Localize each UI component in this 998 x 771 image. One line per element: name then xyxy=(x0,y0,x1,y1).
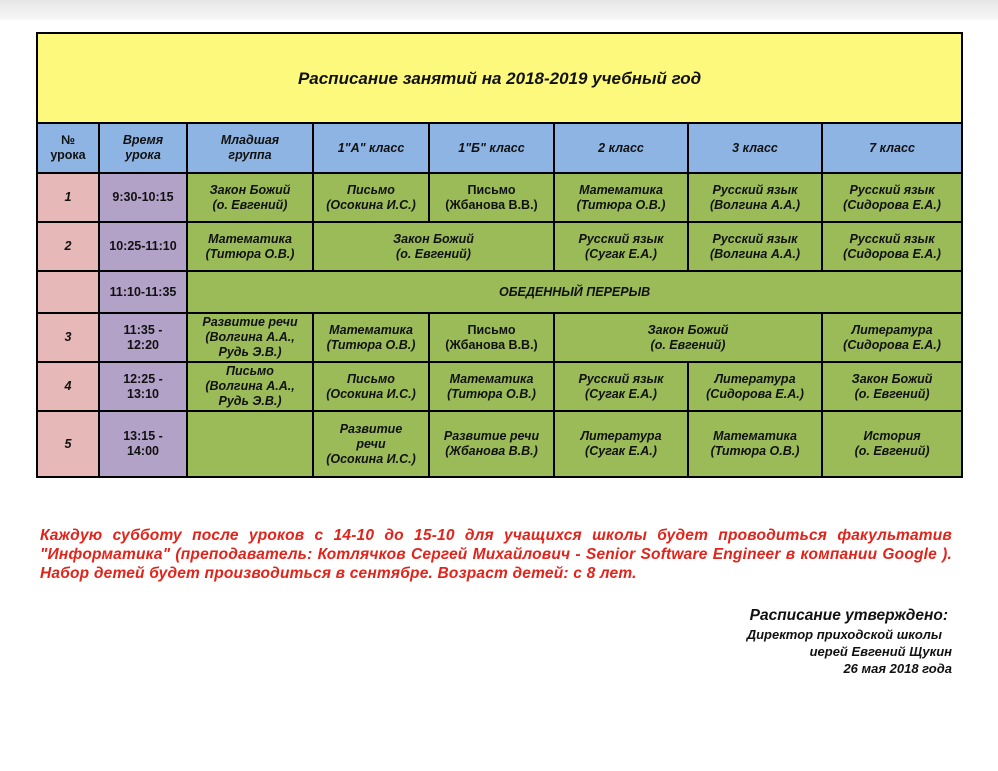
header-lesson-number: № урока xyxy=(37,123,99,173)
lunch-time: 11:10-11:35 xyxy=(99,271,187,313)
approval-name: иерей Евгений Щукин xyxy=(809,644,952,659)
cell-1a-1b-merged: Закон Божий (о. Евгений) xyxy=(313,222,554,271)
cell-7: Литература (Сидорова Е.А.) xyxy=(822,313,962,362)
cell-7: Закон Божий (о. Евгений) xyxy=(822,362,962,411)
table-row xyxy=(37,411,962,477)
cell-7: Русский язык (Сидорова Е.А.) xyxy=(822,222,962,271)
top-bar xyxy=(0,0,998,20)
lesson-time: 9:30-10:15 xyxy=(99,173,187,222)
cell-2-3-merged: Закон Божий (о. Евгений) xyxy=(554,313,822,362)
lesson-time: 10:25-11:10 xyxy=(99,222,187,271)
cell-1b: Развитие речи (Жбанова В.В.) xyxy=(429,411,554,477)
lesson-time: 11:35 - 12:20 xyxy=(99,313,187,362)
cell-junior: Закон Божий (о. Евгений) xyxy=(187,173,313,222)
lesson-number: 2 xyxy=(37,222,99,271)
cell-junior: Письмо (Волгина А.А., Рудь Э.В.) xyxy=(187,362,313,411)
approval-position: Директор приходской школы xyxy=(746,627,942,642)
lesson-number-empty xyxy=(37,271,99,313)
cell-junior: Развитие речи (Волгина А.А., Рудь Э.В.) xyxy=(187,313,313,362)
cell-2: Математика (Титюра О.В.) xyxy=(554,173,688,222)
lunch-break-label: ОБЕДЕННЫЙ ПЕРЕРЫВ xyxy=(187,271,962,313)
header-class-2: 2 класс xyxy=(554,123,688,173)
title-row xyxy=(37,33,962,123)
approval-block xyxy=(747,606,952,677)
header-class-1a: 1"А" класс xyxy=(313,123,429,173)
header-class-1b: 1"Б" класс xyxy=(429,123,554,173)
header-class-3: 3 класс xyxy=(688,123,822,173)
approval-heading: Расписание утверждено: xyxy=(749,607,948,624)
cell-3: Русский язык (Волгина А.А.) xyxy=(688,222,822,271)
cell-1b: Письмо (Жбанова В.В.) xyxy=(429,173,554,222)
cell-1b: Математика (Титюра О.В.) xyxy=(429,362,554,411)
lesson-time: 13:15 - 14:00 xyxy=(99,411,187,477)
cell-1a: Математика (Титюра О.В.) xyxy=(313,313,429,362)
lesson-number: 4 xyxy=(37,362,99,411)
header-junior-group: Младшая группа xyxy=(187,123,313,173)
cell-7: Русский язык (Сидорова Е.А.) xyxy=(822,173,962,222)
cell-1a: Письмо (Осокина И.С.) xyxy=(313,362,429,411)
table-row xyxy=(37,173,962,222)
cell-3: Русский язык (Волгина А.А.) xyxy=(688,173,822,222)
cell-1a: Письмо (Осокина И.С.) xyxy=(313,173,429,222)
header-row xyxy=(37,123,962,173)
schedule-title: Расписание занятий на 2018-2019 учебный год xyxy=(37,33,962,123)
cell-2: Русский язык (Сугак Е.А.) xyxy=(554,362,688,411)
cell-2: Русский язык (Сугак Е.А.) xyxy=(554,222,688,271)
cell-junior-empty xyxy=(187,411,313,477)
cell-2: Литература (Сугак Е.А.) xyxy=(554,411,688,477)
lesson-number: 1 xyxy=(37,173,99,222)
table-row xyxy=(37,362,962,411)
cell-7: История (о. Евгений) xyxy=(822,411,962,477)
approval-date: 26 мая 2018 года xyxy=(843,661,952,676)
schedule-table xyxy=(36,32,963,478)
cell-3: Математика (Титюра О.В.) xyxy=(688,411,822,477)
cell-3: Литература (Сидорова Е.А.) xyxy=(688,362,822,411)
header-time: Время урока xyxy=(99,123,187,173)
lunch-row xyxy=(37,271,962,313)
cell-1a: Развитие речи (Осокина И.С.) xyxy=(313,411,429,477)
cell-junior: Математика (Титюра О.В.) xyxy=(187,222,313,271)
elective-notice: Каждую субботу после уроков с 14-10 до 15-10 для учащихся школы будет проводиться факультатив "Информатика" (преподаватель: Котлячков Сергей Михайлович - Senior Software Engineer в компании Google ). Набор детей будет производиться в сентябре. Возраст детей: с 8 лет. xyxy=(40,527,952,582)
table-row xyxy=(37,313,962,362)
lesson-time: 12:25 - 13:10 xyxy=(99,362,187,411)
header-class-7: 7 класс xyxy=(822,123,962,173)
lesson-number: 5 xyxy=(37,411,99,477)
cell-1b: Письмо (Жбанова В.В.) xyxy=(429,313,554,362)
table-row xyxy=(37,222,962,271)
lesson-number: 3 xyxy=(37,313,99,362)
